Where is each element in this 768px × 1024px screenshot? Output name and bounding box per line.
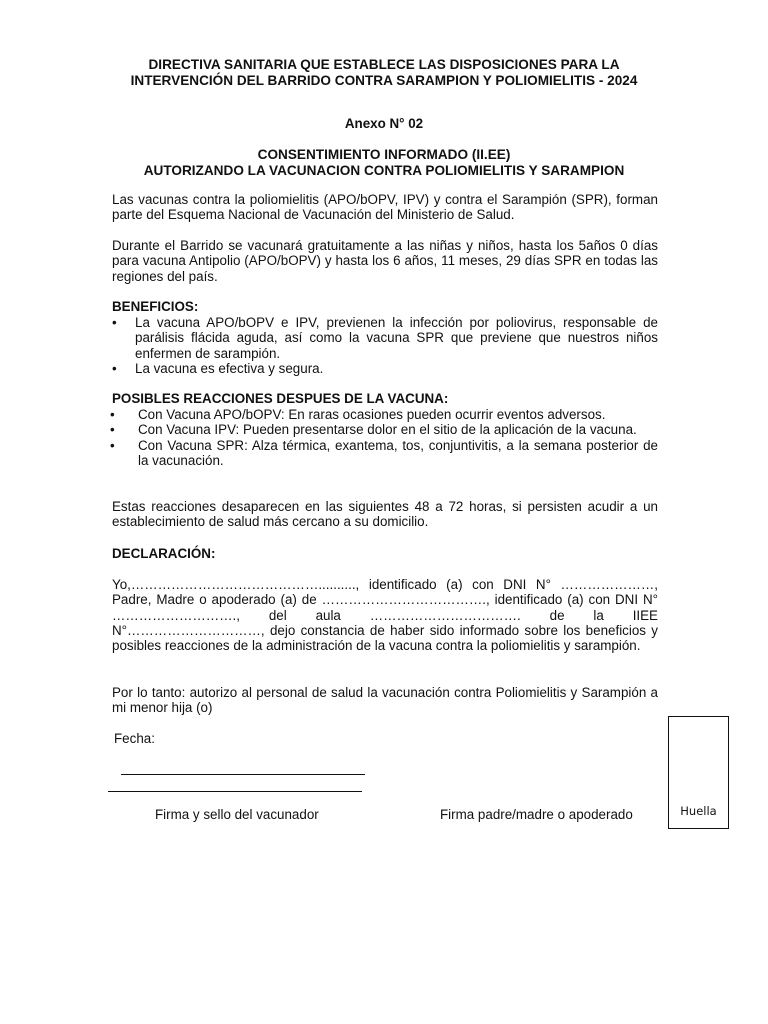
declaration-body: Yo,…………………………………….........., identificado (a) con DNI N° …………………, Padre, Madre o apoderado (a) de ………………………………., identificado (a) con DNI N° ………………………., del aula ……………………………. de la IIEE N°…………………………, dejo constancia de haber sido informado sobre los beneficios y posibles reacciones de la administración de la vacuna contra la poliomielitis y sarampión. — [112, 577, 658, 654]
consent-title — [60, 147, 708, 179]
title-line-1: DIRECTIVA SANITARIA QUE ESTABLECE LAS DISPOSICIONES PARA LA — [148, 57, 620, 72]
bullet-icon: • — [112, 360, 117, 376]
list-item — [112, 361, 658, 376]
bullet-icon: • — [112, 315, 117, 330]
reaction-text: Con Vacuna APO/bOPV: En raras ocasiones pueden ocurrir eventos adversos. — [138, 407, 606, 422]
list-item — [110, 438, 658, 469]
bullet-icon: • — [110, 422, 115, 438]
authorization-text: Por lo tanto: autorizo al personal de salud la vacunación contra Poliomielitis y Sarampión a mi menor hija (o) — [112, 685, 658, 716]
reactions-list — [110, 407, 658, 468]
date-label: Fecha: — [114, 731, 155, 746]
list-item — [110, 422, 658, 437]
vaccinator-signature-label: Firma y sello del vacunador — [155, 807, 319, 822]
document-title — [60, 57, 708, 89]
intro-paragraph-1: Las vacunas contra la poliomielitis (APO/bOPV, IPV) y contra el Sarampión (SPR), forman parte del Esquema Nacional de Vacunación del Ministerio de Salud. — [112, 192, 658, 223]
signature-line-guardian — [108, 791, 362, 792]
fingerprint-label: Huella — [680, 804, 717, 818]
annex-label: Anexo N° 02 — [344, 116, 424, 131]
reaction-text: Con Vacuna IPV: Pueden presentarse dolor en el sitio de la aplicación de la vacuna. — [138, 422, 637, 438]
reaction-text: Con Vacuna SPR: Alza térmica, exantema, tos, conjuntivitis, a la semana posterior de la vacunación. — [138, 437, 658, 468]
benefit-text: La vacuna APO/bOPV e IPV, previenen la infección por poliovirus, responsable de parálisis flácida aguda, así como la vacuna SPR que previene que nuestros niños enfermen de sarampión. — [135, 315, 658, 361]
reactions-heading: POSIBLES REACCIONES DESPUES DE LA VACUNA: — [112, 391, 449, 406]
bullet-icon: • — [110, 437, 115, 453]
declaration-heading: DECLARACIÓN: — [112, 546, 216, 561]
guardian-signature-label: Firma padre/madre o apoderado — [440, 807, 633, 822]
benefits-heading: BENEFICIOS: — [112, 299, 199, 314]
reactions-note: Estas reacciones desaparecen en las siguientes 48 a 72 horas, si persisten acudir a un establecimiento de salud más cercano a su domicilio. — [112, 499, 658, 530]
consent-line-1: CONSENTIMIENTO INFORMADO (II.EE) — [257, 147, 511, 162]
fingerprint-box — [668, 716, 729, 829]
list-item — [110, 407, 658, 422]
consent-line-2: AUTORIZANDO LA VACUNACION CONTRA POLIOMIELITIS Y SARAMPION — [143, 163, 625, 178]
title-line-2: INTERVENCIÓN DEL BARRIDO CONTRA SARAMPION Y POLIOMIELITIS - 2024 — [130, 73, 638, 89]
intro-paragraph-2: Durante el Barrido se vacunará gratuitamente a las niñas y niños, hasta los 5años 0 días para vacuna Antipolio (APO/bOPV) y hasta los 6 años, 11 meses, 29 días SPR en todas las regiones del país. — [112, 238, 658, 284]
list-item — [112, 315, 658, 361]
benefits-list — [112, 315, 658, 376]
signature-line-vaccinator — [121, 774, 365, 775]
benefit-text: La vacuna es efectiva y segura. — [135, 360, 324, 376]
bullet-icon: • — [110, 407, 115, 422]
